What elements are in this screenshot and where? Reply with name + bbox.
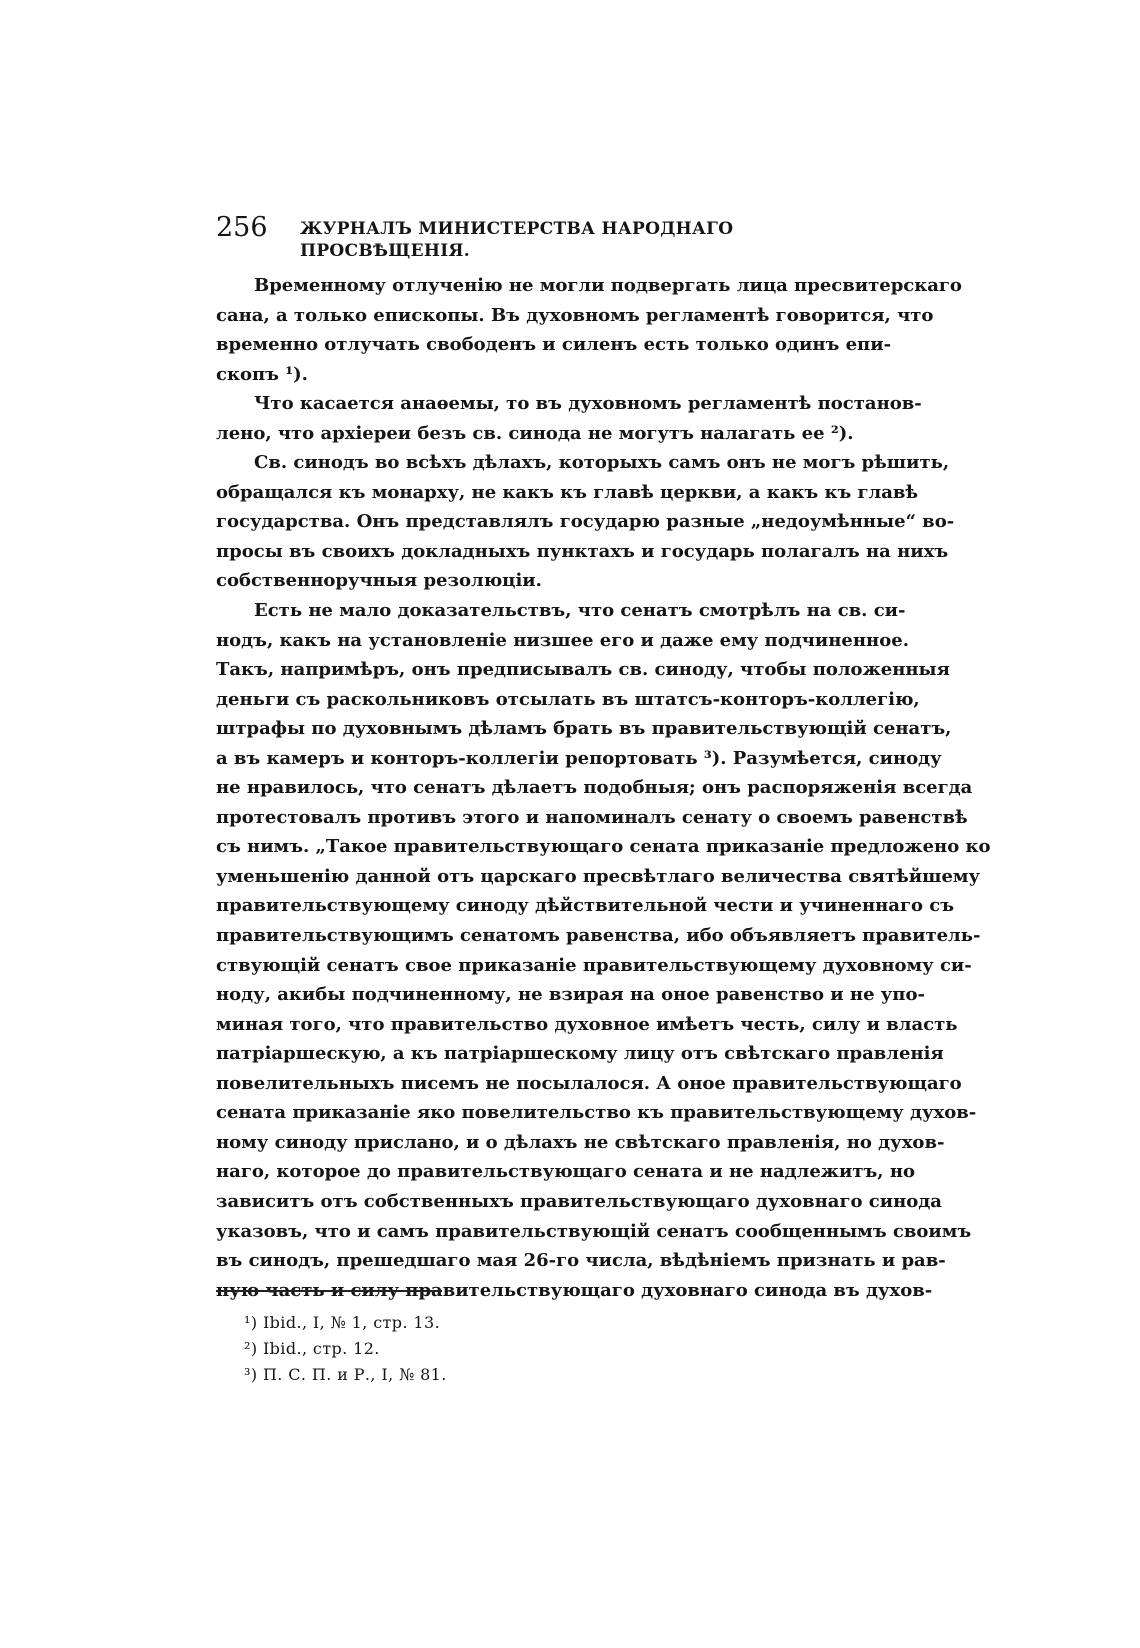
text-line: лено, что архіереи безъ св. синода не могутъ налагать ее ²).	[216, 422, 854, 444]
text-line: въ синодъ, прешедшаго мая 26-го числа, вѣдѣніемъ признать и рав-	[216, 1250, 946, 1272]
text-line: патріаршескую, а къ патріаршескому лицу отъ свѣтскаго правленія	[216, 1043, 944, 1065]
text-line: съ нимъ. „Такое правительствующаго сената приказаніе предложено ко	[216, 836, 991, 858]
text-line: Св. синодъ во всѣхъ дѣлахъ, которыхъ самъ онъ не могъ рѣшить,	[254, 452, 950, 474]
text-line: временно отлучать свободенъ и силенъ есть только одинъ епи-	[216, 334, 892, 356]
footnote-1: ¹) Ibid., I, № 1, стр. 13.	[244, 1313, 441, 1332]
footnote-2: ²) Ibid., стр. 12.	[244, 1339, 380, 1358]
text-line: штрафы по духовнымъ дѣламъ брать въ правительствующій сенатъ,	[216, 718, 952, 740]
text-line: Есть не мало доказательствъ, что сенатъ смотрѣлъ на св. си-	[254, 600, 906, 622]
text-line: протестовалъ противъ этого и напоминалъ сенату о своемъ равенствѣ	[216, 806, 968, 828]
text-line: Временному отлученію не могли подвергать лица пресвитерскаго	[254, 275, 962, 296]
text-line: правительствующему синоду дѣйствительной чести и учиненнаго съ	[216, 895, 955, 917]
text-line: нодъ, какъ на установленіе низшее его и даже ему подчиненное.	[216, 629, 909, 651]
text-line: правительствующимъ сенатомъ равенства, ибо объявляетъ правитель-	[216, 925, 981, 947]
footnote-divider	[216, 1290, 442, 1292]
text-line: Что касается анаѳемы, то въ духовномъ регламентѣ постанов-	[254, 393, 922, 415]
text-line: ствующій сенатъ свое приказаніе правительствующему духовному си-	[216, 954, 972, 976]
text-line: наго, которое до правительствующаго сената и не надлежитъ, но	[216, 1161, 916, 1183]
running-title: ЖУРНАЛЪ МИНИСТЕРСТВА НАРОДНАГО ПРОСВѢЩЕНІЯ.	[300, 219, 734, 261]
text-line: повелительныхъ писемъ не посылалося. А оное правительствующаго	[216, 1072, 962, 1094]
text-line: деньги съ раскольниковъ отсылать въ штатсъ-конторъ-коллегію,	[216, 688, 920, 710]
text-line: ному синоду прислано, и о дѣлахъ не свѣтскаго правленія, но духов-	[216, 1131, 945, 1153]
text-line: сената приказаніе яко повелительство къ правительствующему духов-	[216, 1102, 977, 1124]
footnotes	[244, 1310, 644, 1388]
text-line: скопъ ¹).	[216, 363, 308, 385]
text-line: ноду, акибы подчиненному, не взирая на оное равенство и не упо-	[216, 984, 925, 1006]
text-line: уменьшенію данной отъ царскаго пресвѣтлаго величества святѣйшему	[216, 865, 981, 887]
text-line: просы въ своихъ докладныхъ пунктахъ и государь полагалъ на нихъ	[216, 540, 949, 562]
text-line: зависитъ отъ собственныхъ правительствующаго духовнаго синода	[216, 1190, 942, 1212]
text-line: не нравилось, что сенатъ дѣлаетъ подобныя; онъ распоряженія всегда	[216, 777, 973, 799]
text-line: обращался къ монарху, не какъ къ главѣ церкви, а какъ къ главѣ	[216, 481, 919, 503]
text-line: миная того, что правительство духовное имѣетъ честь, силу и власть	[216, 1013, 958, 1035]
text-line: Такъ, напримѣръ, онъ предписывалъ св. синоду, чтобы положенныя	[216, 659, 950, 681]
main-text	[216, 271, 991, 1305]
text-line: а въ камеръ и конторъ-коллегіи репортовать ³). Разумѣется, синоду	[216, 747, 942, 769]
text-line: собственноручныя резолюціи.	[216, 570, 542, 592]
footnote-3: ³) П. С. П. и Р., I, № 81.	[244, 1365, 447, 1384]
text-line: указовъ, что и самъ правительствующій сенатъ сообщеннымъ своимъ	[216, 1220, 972, 1242]
page-number: 256	[216, 212, 268, 243]
text-line: ную часть и силу правительствующаго духовнаго синода въ духов-	[216, 1279, 933, 1301]
text-line: сана, а только епископы. Въ духовномъ регламентѣ говорится, что	[216, 304, 934, 326]
text-line: государства. Онъ представлялъ государю разные „недоумѣнные“ во-	[216, 511, 955, 533]
page-header	[216, 212, 888, 261]
